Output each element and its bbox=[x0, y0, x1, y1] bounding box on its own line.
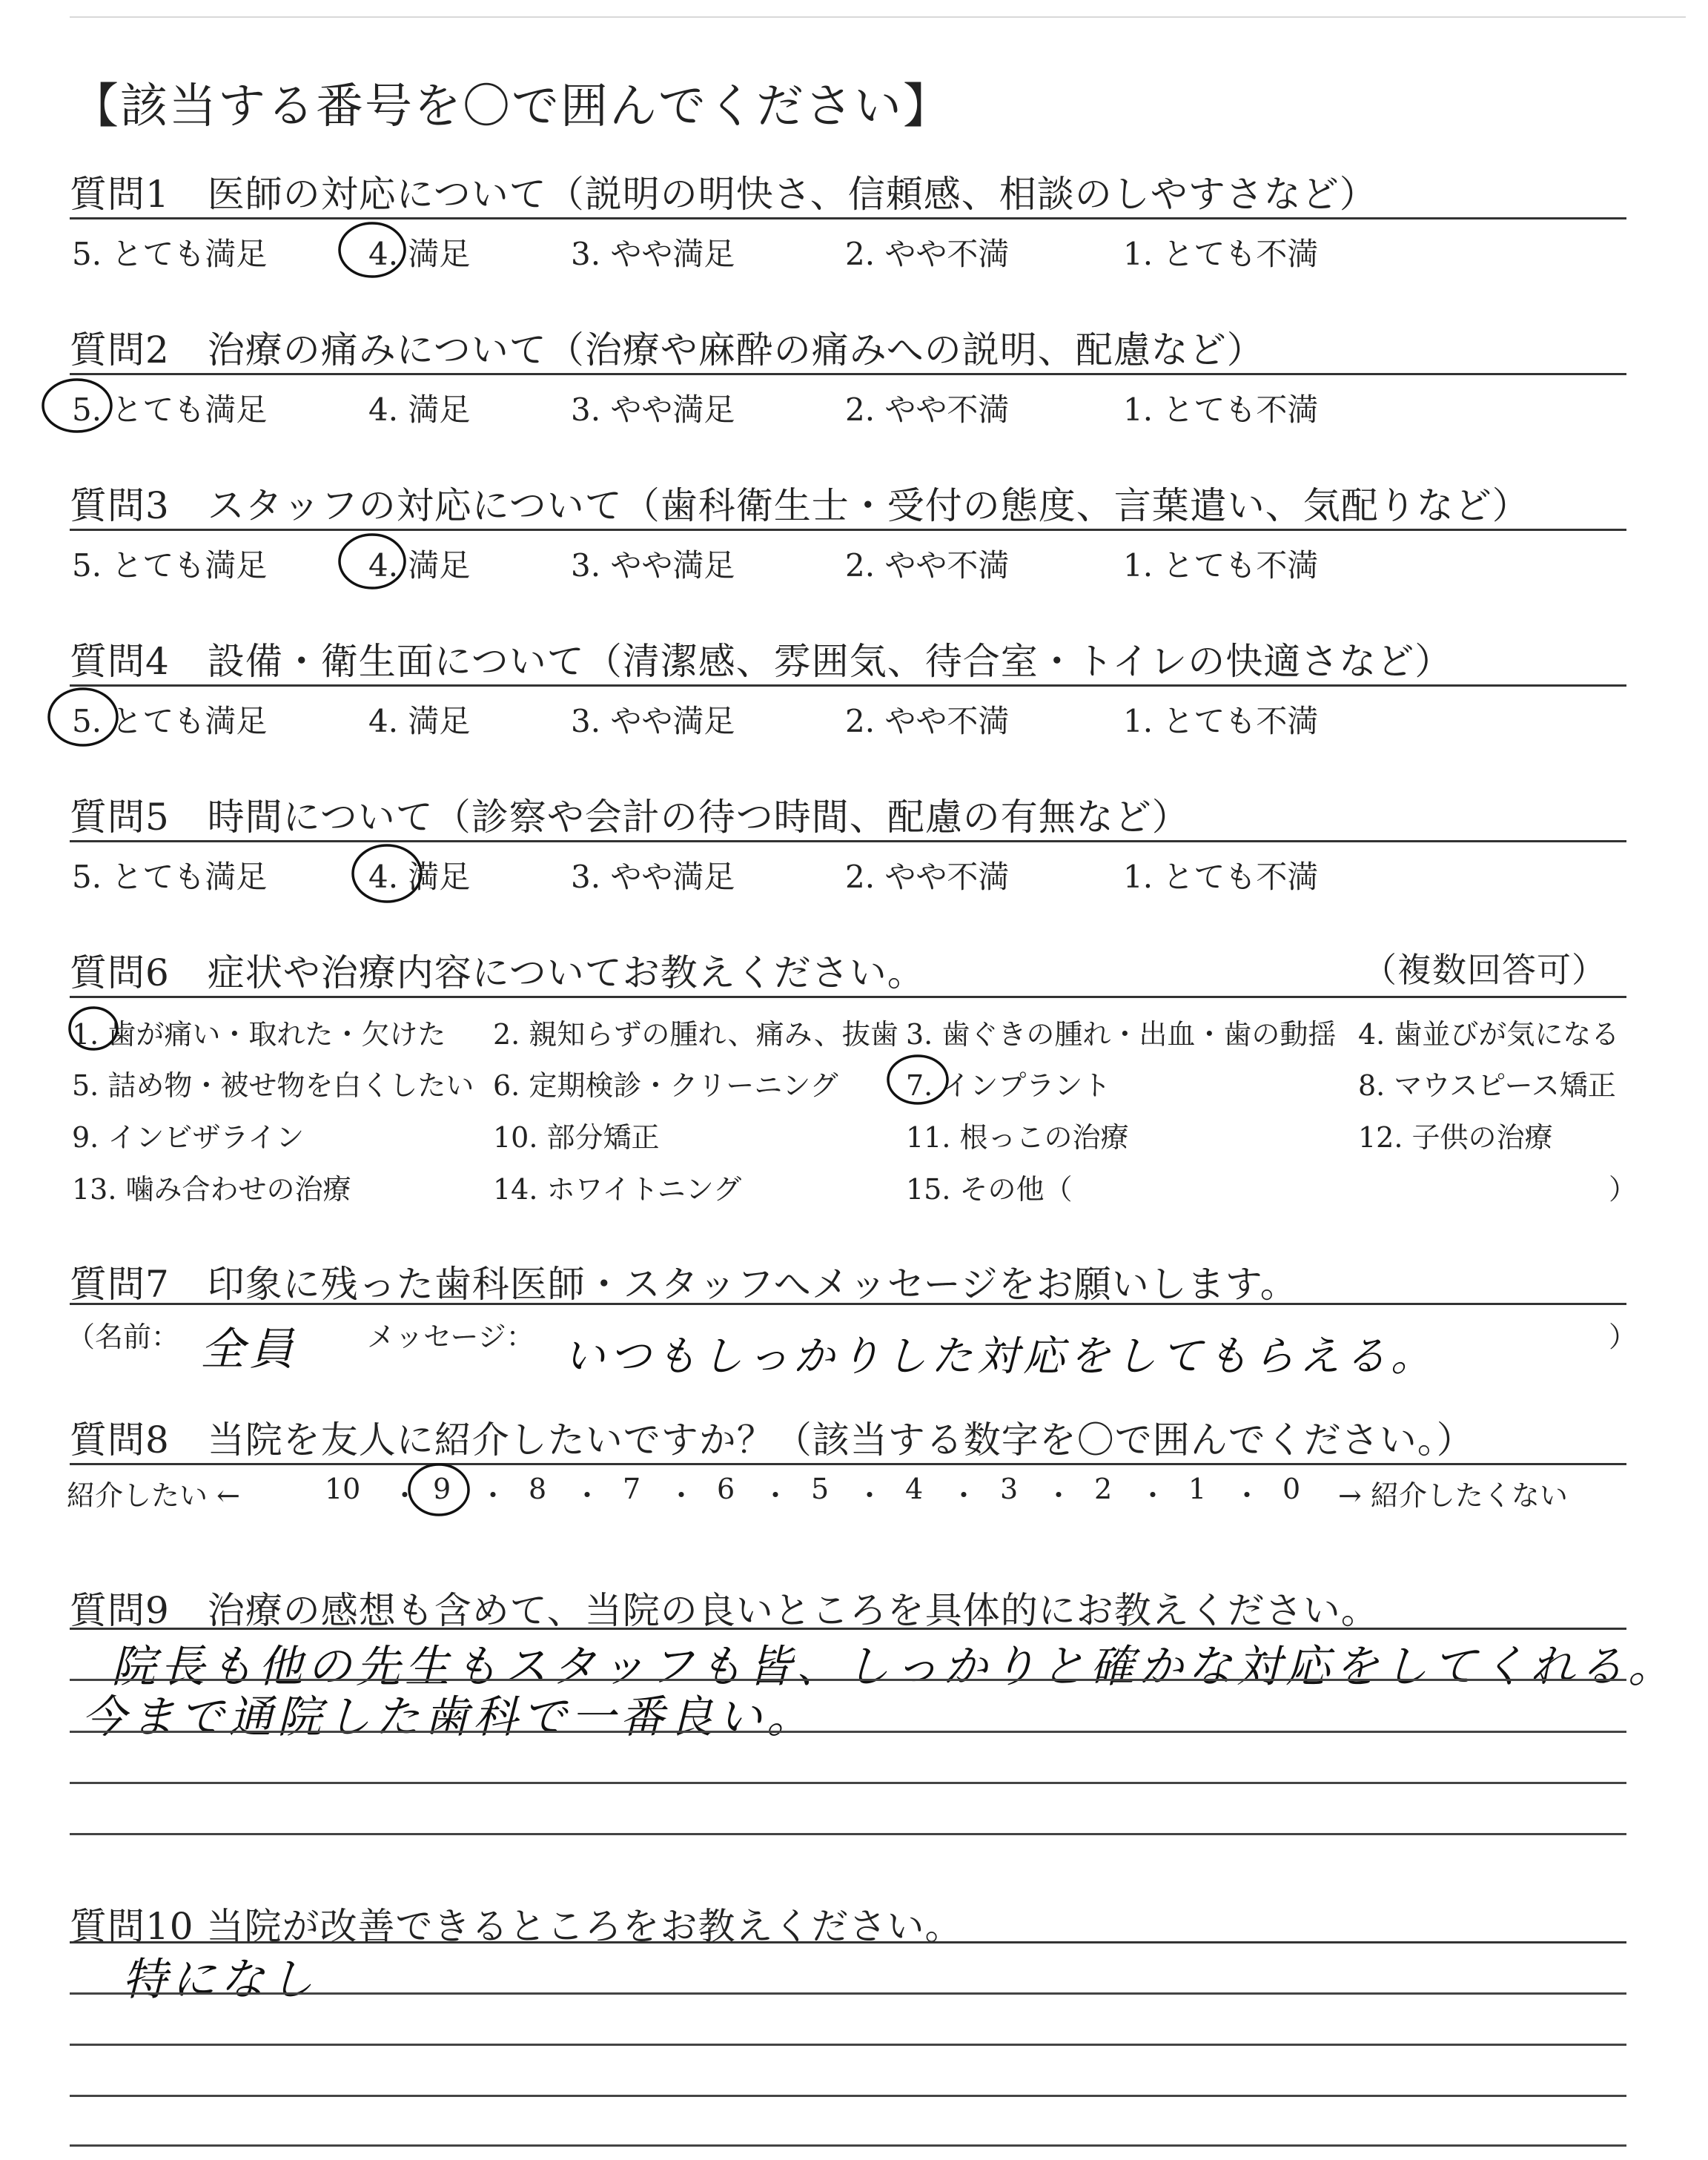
q1-option-3[interactable]: 3. やや満足 bbox=[571, 236, 735, 272]
q4-option-5[interactable]: 5. とても満足 bbox=[72, 703, 268, 739]
q9-answer-line-1[interactable]: 院長も他の先生もスタッフも皆、しっかりと確かな対応をしてくれる。 bbox=[111, 1641, 1677, 1693]
q6-option-2[interactable]: 2. 親知らずの腫れ、痛み、抜歯 bbox=[493, 1018, 898, 1051]
q4-option-3[interactable]: 3. やや満足 bbox=[571, 703, 735, 739]
q1-option-4[interactable]: 4. 満足 bbox=[368, 236, 471, 272]
question-7: 質問7 印象に残った歯科医師・スタッフへメッセージをお願いします。 bbox=[70, 1263, 1298, 1306]
q1-option-2[interactable]: 2. やや不満 bbox=[845, 236, 1010, 272]
q5-option-2[interactable]: 2. やや不満 bbox=[845, 859, 1010, 895]
answer-line bbox=[70, 2095, 1626, 2097]
q6-option-3[interactable]: 3. 歯ぐきの腫れ・出血・歯の動揺 bbox=[906, 1018, 1337, 1051]
answer-line bbox=[70, 2044, 1626, 2046]
q3-option-3[interactable]: 3. やや満足 bbox=[571, 547, 735, 584]
answer-line bbox=[70, 1833, 1626, 1835]
question-5-rule bbox=[70, 840, 1626, 842]
q4-option-1[interactable]: 1. とても不満 bbox=[1123, 703, 1319, 739]
question-6: 質問6 症状や治療内容についてお教えください。 bbox=[70, 951, 925, 994]
q5-option-1[interactable]: 1. とても不満 bbox=[1123, 859, 1319, 895]
q1-option-5[interactable]: 5. とても満足 bbox=[72, 236, 268, 272]
q3-option-1[interactable]: 1. とても不満 bbox=[1123, 547, 1319, 584]
q8-score-5[interactable]: 5 bbox=[811, 1473, 830, 1505]
q8-score-0[interactable]: 0 bbox=[1282, 1473, 1301, 1505]
q3-option-2[interactable]: 2. やや不満 bbox=[845, 547, 1010, 584]
q4-option-4[interactable]: 4. 満足 bbox=[368, 703, 471, 739]
q2-option-5[interactable]: 5. とても満足 bbox=[72, 392, 268, 428]
question-10: 質問10 当院が改善できるところをお教えください。 bbox=[70, 1905, 963, 1948]
q7-close-paren: ） bbox=[1609, 1321, 1638, 1353]
question-4-rule bbox=[70, 684, 1626, 687]
q8-dot: ・ bbox=[1139, 1479, 1168, 1512]
q4-option-2[interactable]: 2. やや不満 bbox=[845, 703, 1010, 739]
question-1-rule bbox=[70, 217, 1626, 219]
q8-score-1[interactable]: 1 bbox=[1188, 1473, 1207, 1505]
top-edge-line bbox=[70, 16, 1686, 18]
q8-score-6[interactable]: 6 bbox=[717, 1473, 735, 1505]
q6-option-13[interactable]: 13. 噛み合わせの治療 bbox=[72, 1173, 351, 1206]
q6-option-7[interactable]: 7. インプラント bbox=[906, 1069, 1111, 1102]
q8-dot: ・ bbox=[855, 1479, 884, 1512]
question-8-rule bbox=[70, 1463, 1626, 1465]
question-2: 質問2 治療の痛みについて（治療や麻酔の痛みへの説明、配慮など） bbox=[70, 328, 1265, 371]
q8-score-10[interactable]: 10 bbox=[325, 1473, 361, 1505]
q6-option-10[interactable]: 10. 部分矯正 bbox=[493, 1121, 660, 1154]
question-8: 質問8 当院を友人に紹介したいですか？（該当する数字を〇で囲んでください。） bbox=[70, 1418, 1474, 1462]
q8-dot: ・ bbox=[950, 1479, 979, 1512]
q7-message-label: メッセージ： bbox=[367, 1321, 534, 1353]
q8-dot: ・ bbox=[479, 1479, 508, 1512]
q7-name-value[interactable]: 全員 bbox=[200, 1324, 298, 1375]
question-6-rule bbox=[70, 996, 1626, 998]
question-5: 質問5 時間について（診察や会計の待つ時間、配慮の有無など） bbox=[70, 796, 1190, 839]
q7-name-label: （名前： bbox=[67, 1321, 180, 1353]
q6-option-15[interactable]: 15. その他（ bbox=[906, 1173, 1073, 1206]
q9-answer-line-2[interactable]: 今まで通院した歯科で一番良い。 bbox=[82, 1691, 815, 1743]
q2-option-1[interactable]: 1. とても不満 bbox=[1123, 392, 1319, 428]
q8-score-8[interactable]: 8 bbox=[529, 1473, 547, 1505]
question-7-rule bbox=[70, 1303, 1626, 1305]
question-10-rule bbox=[70, 1941, 1626, 1943]
q3-option-4[interactable]: 4. 満足 bbox=[368, 547, 471, 584]
page-title: 【該当する番号を〇で囲んでください】 bbox=[71, 79, 952, 134]
q6-option-15-close: ） bbox=[1609, 1173, 1638, 1206]
question-2-rule bbox=[70, 373, 1626, 375]
answer-line bbox=[70, 1731, 1626, 1733]
q6-option-12[interactable]: 12. 子供の治療 bbox=[1358, 1121, 1553, 1154]
q8-score-4[interactable]: 4 bbox=[905, 1473, 924, 1505]
q2-option-4[interactable]: 4. 満足 bbox=[368, 392, 471, 428]
answer-line bbox=[70, 1782, 1626, 1784]
q2-option-2[interactable]: 2. やや不満 bbox=[845, 392, 1010, 428]
q8-left-label: 紹介したい ← bbox=[67, 1479, 240, 1512]
q8-dot: ・ bbox=[1045, 1479, 1073, 1512]
q6-option-14[interactable]: 14. ホワイトニング bbox=[493, 1173, 742, 1206]
q3-option-5[interactable]: 5. とても満足 bbox=[72, 547, 268, 584]
q6-option-9[interactable]: 9. インビザライン bbox=[72, 1121, 305, 1154]
q8-dot: ・ bbox=[667, 1479, 696, 1512]
q7-message-value[interactable]: いつもしっかりした対応をしてもらえる。 bbox=[563, 1332, 1437, 1381]
question-3-rule bbox=[70, 529, 1626, 531]
q8-dot: ・ bbox=[391, 1479, 420, 1512]
q8-score-7[interactable]: 7 bbox=[623, 1473, 641, 1505]
question-6-note: （複数回答可） bbox=[1363, 950, 1606, 990]
answer-line bbox=[70, 1679, 1626, 1681]
question-3: 質問3 スタッフの対応について（歯科衛生士・受付の態度、言葉遣い、気配りなど） bbox=[70, 484, 1530, 527]
q6-option-8[interactable]: 8. マウスピース矯正 bbox=[1358, 1069, 1616, 1102]
q8-score-9[interactable]: 9 bbox=[433, 1473, 451, 1505]
q8-score-3[interactable]: 3 bbox=[1000, 1473, 1019, 1505]
q6-option-4[interactable]: 4. 歯並びが気になる bbox=[1358, 1018, 1620, 1051]
answer-line bbox=[70, 2144, 1626, 2147]
q2-option-3[interactable]: 3. やや満足 bbox=[571, 392, 735, 428]
q5-option-4[interactable]: 4. 満足 bbox=[368, 859, 471, 895]
q6-option-6[interactable]: 6. 定期検診・クリーニング bbox=[493, 1069, 838, 1102]
question-1: 質問1 医師の対応について（説明の明快さ、信頼感、相談のしやすさなど） bbox=[70, 173, 1377, 216]
q8-score-2[interactable]: 2 bbox=[1094, 1473, 1113, 1505]
q1-option-1[interactable]: 1. とても不満 bbox=[1123, 236, 1319, 272]
q10-answer-line-1[interactable]: 特になし bbox=[122, 1954, 318, 2006]
q5-option-5[interactable]: 5. とても満足 bbox=[72, 859, 268, 895]
q5-option-3[interactable]: 3. やや満足 bbox=[571, 859, 735, 895]
q8-right-label: → 紹介したくない bbox=[1338, 1479, 1568, 1512]
q6-option-11[interactable]: 11. 根っこの治療 bbox=[906, 1121, 1129, 1154]
q6-option-5[interactable]: 5. 詰め物・被せ物を白くしたい bbox=[72, 1069, 474, 1102]
answer-line bbox=[70, 1992, 1626, 1995]
q8-dot: ・ bbox=[573, 1479, 602, 1512]
question-4: 質問4 設備・衛生面について（清潔感、雰囲気、待合室・トイレの快適さなど） bbox=[70, 640, 1453, 683]
q8-dot: ・ bbox=[761, 1479, 790, 1512]
question-9: 質問9 治療の感想も含めて、当院の良いところを具体的にお教えください。 bbox=[70, 1589, 1379, 1632]
question-9-rule bbox=[70, 1628, 1626, 1630]
q8-dot: ・ bbox=[1233, 1479, 1262, 1512]
q6-option-1[interactable]: 1. 歯が痛い・取れた・欠けた bbox=[72, 1018, 446, 1051]
